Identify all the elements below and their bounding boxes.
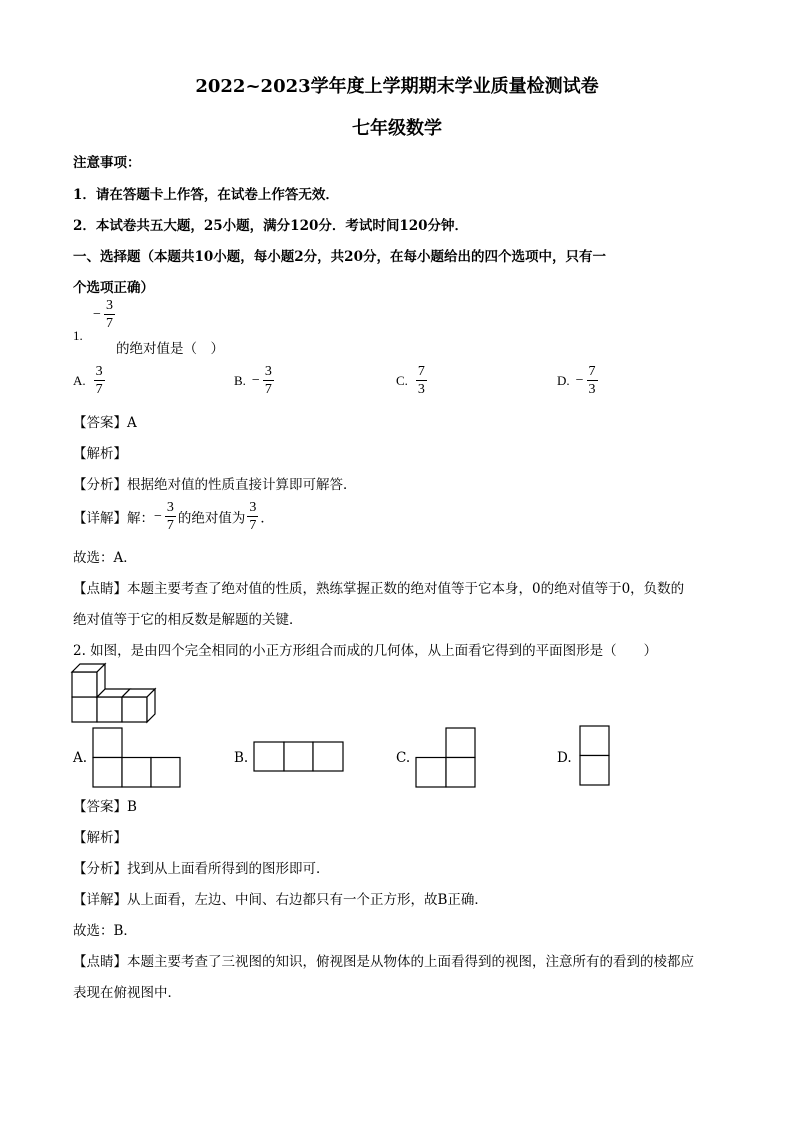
question-1-option-d[interactable] xyxy=(557,364,600,397)
question-1-detail xyxy=(73,500,274,533)
question-2-option-a-label[interactable]: A. xyxy=(73,750,88,766)
question-1-fraction xyxy=(104,298,115,331)
option-numerator: 3 xyxy=(264,364,272,379)
option-label: C. xyxy=(396,372,408,388)
question-1-option-a[interactable] xyxy=(73,364,107,397)
detail-sign: − xyxy=(154,508,162,524)
option-denominator: 3 xyxy=(417,382,425,397)
option-label: A. xyxy=(73,372,86,388)
question-1 xyxy=(73,298,117,345)
question-1-sign: − xyxy=(93,306,101,322)
question-2-analysis-heading: 【解析】 xyxy=(73,830,127,846)
question-2-option-c-label[interactable]: C. xyxy=(396,750,411,766)
question-2-option-b-figure[interactable] xyxy=(254,742,344,772)
option-numerator: 3 xyxy=(95,364,103,379)
option-denominator: 7 xyxy=(95,382,103,397)
question-1-dianjing-line1: 【点睛】本题主要考查了绝对值的性质，熟练掌握正数的绝对值等于它本身，0的绝对值等于0，负数的 xyxy=(73,581,685,597)
question-2-dianjing-line1: 【点睛】本题主要考查了三视图的知识，俯视图是从物体的上面看得到的视图，注意所有的看到的棱都应 xyxy=(73,954,694,970)
option-denominator: 7 xyxy=(264,382,272,397)
option-numerator: 7 xyxy=(588,364,596,379)
question-2-dianjing-line2: 表现在俯视图中． xyxy=(73,985,181,1001)
option-sign: − xyxy=(251,372,260,388)
notes-item-2: 2．本试卷共五大题，25小题，满分120分．考试时间120分钟． xyxy=(73,218,469,234)
question-2-option-d-label[interactable]: D. xyxy=(557,750,572,766)
option-label: B. xyxy=(234,372,246,388)
question-1-numerator: 3 xyxy=(105,298,113,313)
option-denominator: 3 xyxy=(588,382,596,397)
option-numerator: 7 xyxy=(417,364,425,379)
notes-heading: 注意事项： xyxy=(73,155,141,171)
question-1-number: 1. xyxy=(73,328,83,343)
question-1-answer: 【答案】A xyxy=(73,415,137,431)
question-2-solid-figure xyxy=(72,666,162,722)
question-1-denominator: 7 xyxy=(105,316,113,331)
question-2-fenxi: 【分析】找到从上面看所得到的图形即可． xyxy=(73,861,330,877)
option-sign: − xyxy=(575,372,584,388)
question-1-dianjing-line2: 绝对值等于它的相反数是解题的关键． xyxy=(73,612,303,628)
question-1-option-c[interactable] xyxy=(396,364,429,397)
question-2-answer: 【答案】B xyxy=(73,799,137,815)
option-label: D. xyxy=(557,372,570,388)
question-1-analysis-heading: 【解析】 xyxy=(73,446,127,462)
detail-numerator-2: 3 xyxy=(249,500,257,515)
page-title: 2022~2023学年度上学期期末学业质量检测试卷 xyxy=(195,76,599,97)
detail-numerator-1: 3 xyxy=(166,500,174,515)
question-1-stem: 的绝对值是（ ） xyxy=(116,341,224,357)
detail-prefix: 【详解】解： xyxy=(73,510,154,527)
question-2-stem: 2. 如图，是由四个完全相同的小正方形组合而成的几何体，从上面看它得到的平面图形是（ ） xyxy=(73,643,658,659)
question-2-option-a-figure[interactable] xyxy=(93,728,181,787)
detail-end: ． xyxy=(260,510,274,527)
question-2-option-b-label[interactable]: B. xyxy=(234,750,249,766)
question-2-option-d-figure[interactable] xyxy=(580,726,610,785)
section-heading-line1: 一、选择题（本题共10小题，每小题2分，共20分，在每小题给出的四个选项中，只有一 xyxy=(73,249,606,265)
page-subtitle: 七年级数学 xyxy=(352,118,442,139)
detail-denominator-2: 7 xyxy=(249,518,257,533)
question-1-option-b[interactable] xyxy=(234,364,276,397)
question-1-choice: 故选：A． xyxy=(73,550,137,566)
detail-denominator-1: 7 xyxy=(166,518,174,533)
question-2-option-c-figure[interactable] xyxy=(416,728,476,787)
question-1-fenxi: 【分析】根据绝对值的性质直接计算即可解答． xyxy=(73,477,357,493)
section-heading-line2: 个选项正确） xyxy=(73,280,154,296)
detail-mid: 的绝对值为 xyxy=(177,510,246,527)
notes-item-1: 1．请在答题卡上作答，在试卷上作答无效． xyxy=(73,187,339,203)
question-2-choice: 故选：B． xyxy=(73,923,137,939)
question-2-detail: 【详解】从上面看，左边、中间、右边都只有一个正方形，故B正确． xyxy=(73,892,488,908)
